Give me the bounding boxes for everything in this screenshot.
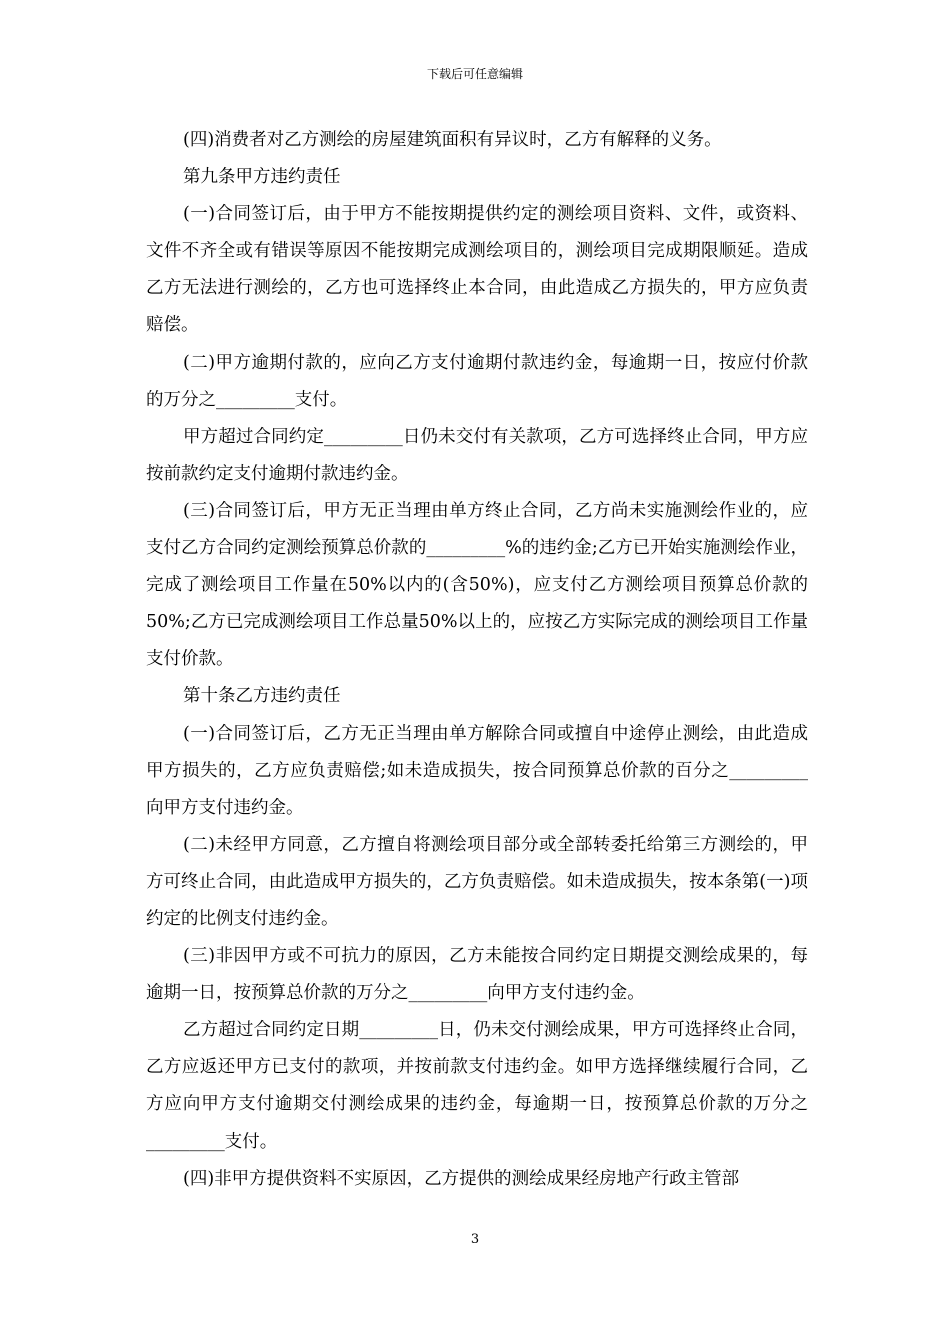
paragraph-9-2-continued: 甲方超过合同约定_________日仍未交付有关款项，乙方可选择终止合同，甲方应按前款约定支付逾期付款违约金。 xyxy=(146,426,808,484)
paragraph-9-3: (三)合同签订后，甲方无正当理由单方终止合同，乙方尚未实施测绘作业的，应支付乙方合同约定测绘预算总价款的_________%的违约金;乙方已开始实施测绘作业，完成了测绘项目工作量在50%以内的(含50%)，应支付乙方测绘项目预算总价款的50%;乙方已完成测绘项目工作总量50%以上的，应按乙方实际完成的测绘项目工作量支付价款。 xyxy=(146,500,808,670)
paragraph-10-3: (三)非因甲方或不可抗力的原因，乙方未能按合同约定日期提交测绘成果的，每逾期一日，按预算总价款的万分之_________向甲方支付违约金。 xyxy=(146,946,808,1004)
page-header: 下载后可任意编辑 xyxy=(426,67,523,81)
article-10-heading: 第十条乙方违约责任 xyxy=(183,686,341,707)
paragraph-10-2: (二)未经甲方同意，乙方擅自将测绘项目部分或全部转委托给第三方测绘的，甲方可终止合同，由此造成甲方损失的，乙方负责赔偿。如未造成损失，按本条第(一)项约定的比例支付违约金。 xyxy=(146,834,808,929)
paragraph-4-consumer-objection: (四)消费者对乙方测绘的房屋建筑面积有异议时，乙方有解释的义务。 xyxy=(183,130,722,150)
paragraph-10-3-continued: 乙方超过合同约定日期_________日，仍未交付测绘成果，甲方可选择终止合同，乙方应返还甲方已支付的款项，并按前款支付违约金。如甲方选择继续履行合同，乙方应向甲方支付逾期交付测绘成果的违约金，每逾期一日，按预算总价款的万分之_________支付。 xyxy=(146,1020,808,1152)
article-9-heading: 第九条甲方违约责任 xyxy=(183,167,341,188)
paragraph-9-2: (二)甲方逾期付款的，应向乙方支付逾期付款违约金，每逾期一日，按应付价款的万分之_________支付。 xyxy=(146,352,808,410)
paragraph-10-4: (四)非甲方提供资料不实原因，乙方提供的测绘成果经房地产行政主管部 xyxy=(183,1168,740,1189)
page-number: 3 xyxy=(470,1232,480,1247)
paragraph-10-1: (一)合同签订后，乙方无正当理由单方解除合同或擅自中途停止测绘，由此造成甲方损失的，乙方应负责赔偿;如未造成损失，按合同预算总价款的百分之_________向甲方支付违约金。 xyxy=(146,723,808,818)
paragraph-9-1: (一)合同签订后，由于甲方不能按期提供约定的测绘项目资料、文件，或资料、文件不齐全或有错误等原因不能按期完成测绘项目的，测绘项目完成期限顺延。造成乙方无法进行测绘的，乙方也可选择终止本合同，由此造成乙方损失的，甲方应负责赔偿。 xyxy=(146,204,808,336)
document-body xyxy=(146,122,808,1198)
